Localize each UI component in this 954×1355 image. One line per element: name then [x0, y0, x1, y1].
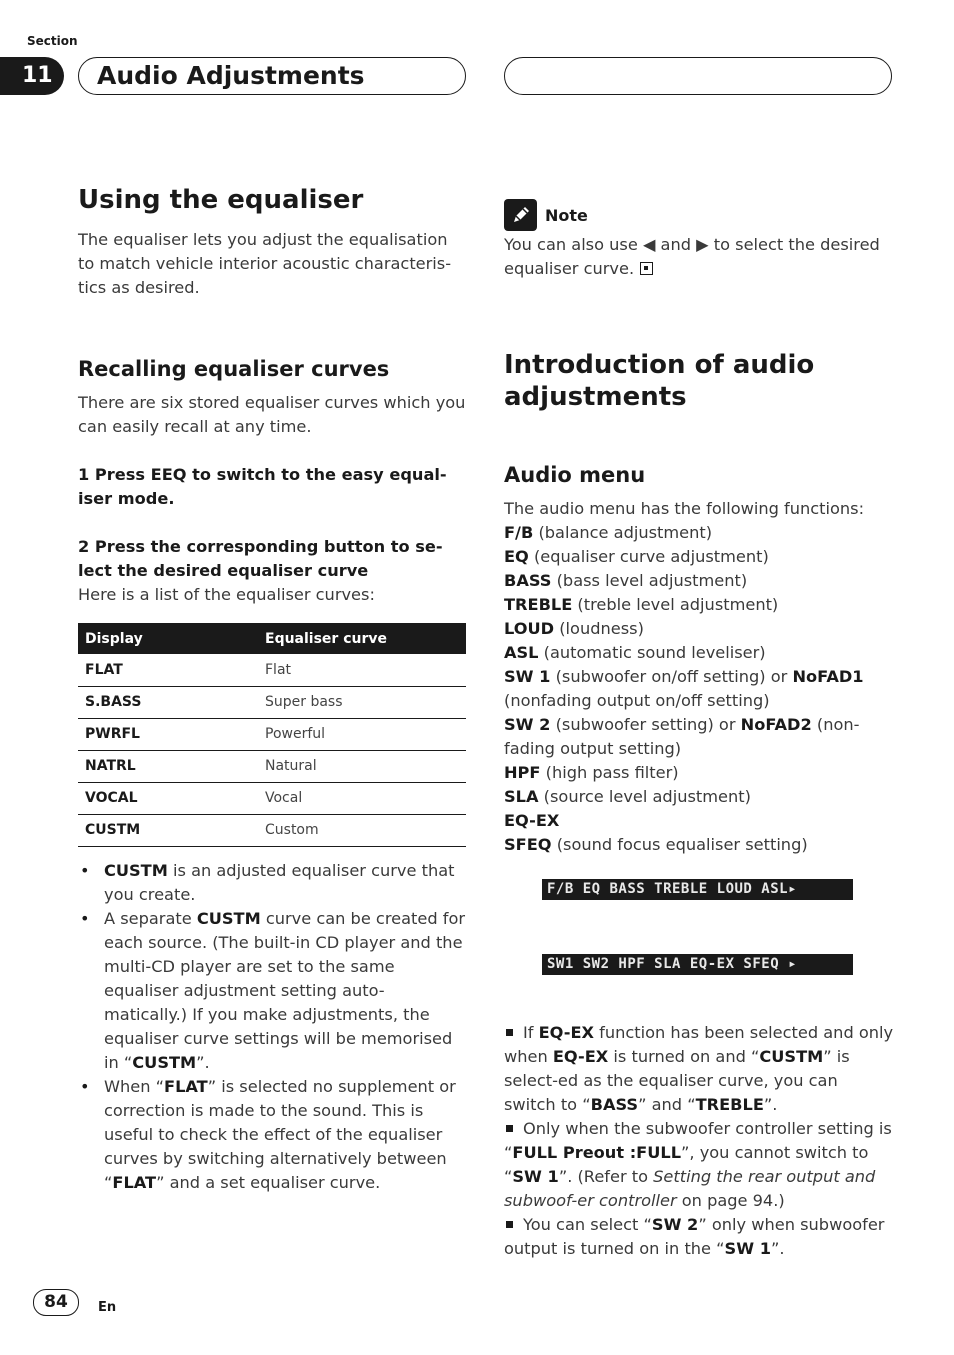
list-intro: Here is a list of the equaliser curves: — [78, 585, 375, 604]
curve-cell: Natural — [258, 750, 466, 782]
display-cell: NATRL — [78, 750, 258, 782]
menu-intro: The audio menu has the following functions: — [504, 499, 865, 518]
table-row — [78, 782, 466, 814]
chapter-title: Audio Adjustments — [78, 57, 466, 95]
display-cell: PWRFL — [78, 718, 258, 750]
end-mark-icon — [640, 262, 653, 275]
equaliser-table — [78, 623, 466, 847]
recall-paragraph: There are six stored equaliser curves which you can easily recall at any time. — [78, 393, 466, 436]
note-paragraph: If EQ-EX function has been selected and only when EQ-EX is turned on and “CUSTM” is select-ed as the equaliser curve, you can switch to “BASS” and “TREBLE”. — [504, 1023, 894, 1114]
square-bullet-icon — [506, 1029, 513, 1036]
note-paragraph: Only when the subwoofer controller setting is “FULL Preout :FULL”, you cannot switch to “SW 1”. (Refer to Setting the rear output and subwoof-er controller on page 94.) — [504, 1119, 892, 1210]
function-item: EQ (equaliser curve adjustment) — [504, 547, 769, 566]
function-item: EQ-EX — [504, 811, 560, 830]
function-item: TREBLE (treble level adjustment) — [504, 595, 779, 614]
curve-cell: Custom — [258, 814, 466, 846]
right-column — [504, 199, 894, 1261]
step-2: 2 Press the corresponding button to se-lect the desired equaliser curve — [78, 537, 443, 580]
section-label: Section — [27, 34, 78, 48]
bullet-item: • When “FLAT” is selected no supplement or correction is made to the sound. This is useful to check the effect of the equaliser curves by switching alternatively between “FLAT” and a set equaliser curve. — [78, 1075, 466, 1195]
table-header-curve: Equaliser curve — [258, 623, 466, 654]
function-item: HPF (high pass filter) — [504, 763, 679, 782]
table-row — [78, 686, 466, 718]
lcd-display-menu-2: SW1 SW2 HPF SLA EQ-EX SFEQ ▸ — [542, 954, 853, 975]
function-item: ASL (automatic sound leveliser) — [504, 643, 766, 662]
step-1: 1 Press EEQ to switch to the easy equal-iser mode. — [78, 465, 447, 508]
function-item: LOUD (loudness) — [504, 619, 644, 638]
display-cell: CUSTM — [78, 814, 258, 846]
square-bullet-icon — [506, 1221, 513, 1228]
note-pencil-icon — [504, 199, 537, 231]
left-column — [78, 184, 466, 1195]
equaliser-bullets — [78, 859, 466, 1195]
audio-menu-notes — [504, 1021, 894, 1261]
function-item: SW 1 (subwoofer on/off setting) or NoFAD1 (nonfading output on/off setting) — [504, 667, 864, 710]
note-header — [504, 199, 894, 231]
table-header-display: Display — [78, 623, 258, 654]
intro-paragraph: The equaliser lets you adjust the equalisation to match vehicle interior acoustic characteris-tics as desired. — [78, 230, 452, 297]
table-row — [78, 750, 466, 782]
curve-cell: Powerful — [258, 718, 466, 750]
square-bullet-icon — [506, 1125, 513, 1132]
bullet-item: • CUSTM is an adjusted equaliser curve that you create. — [78, 859, 466, 907]
function-item: SLA (source level adjustment) — [504, 787, 751, 806]
heading-intro-audio: Introduction of audio adjustments — [504, 350, 815, 412]
header-pill-empty — [504, 57, 892, 95]
display-cell: FLAT — [78, 654, 258, 686]
audio-menu-list — [504, 497, 894, 857]
function-item: SW 2 (subwoofer setting) or NoFAD2 (non-fading output setting) — [504, 715, 860, 758]
note-label: Note — [545, 205, 588, 225]
table-row — [78, 718, 466, 750]
table-row — [78, 654, 466, 686]
note-paragraph: You can select “SW 2” only when subwoofer output is turned on in the “SW 1”. — [504, 1215, 885, 1258]
display-cell: S.BASS — [78, 686, 258, 718]
table-header-row — [78, 623, 466, 654]
function-item: SFEQ (sound focus equaliser setting) — [504, 835, 808, 854]
display-cell: VOCAL — [78, 782, 258, 814]
section-number: 11 — [0, 57, 64, 95]
note-text: You can also use ◀ and ▶ to select the desired equaliser curve. — [504, 235, 880, 278]
curve-cell: Vocal — [258, 782, 466, 814]
page-number: 84 — [33, 1289, 79, 1316]
language-label: En — [98, 1300, 117, 1315]
lcd-display-menu-1: F/B EQ BASS TREBLE LOUD ASL▸ — [542, 879, 853, 900]
function-item: F/B (balance adjustment) — [504, 523, 713, 542]
heading-using-equaliser: Using the equaliser — [78, 185, 364, 215]
curve-cell: Flat — [258, 654, 466, 686]
heading-audio-menu: Audio menu — [504, 463, 646, 487]
bullet-item: • A separate CUSTM curve can be created for each source. (The built-in CD player and the multi-CD player are set to the same equaliser adjustment setting auto-matically.) If you make adjustments, the equaliser curve settings will be memorised in “CUSTM”. — [78, 907, 466, 1075]
function-item: BASS (bass level adjustment) — [504, 571, 748, 590]
heading-recalling-curves: Recalling equaliser curves — [78, 357, 390, 381]
table-row — [78, 814, 466, 846]
curve-cell: Super bass — [258, 686, 466, 718]
